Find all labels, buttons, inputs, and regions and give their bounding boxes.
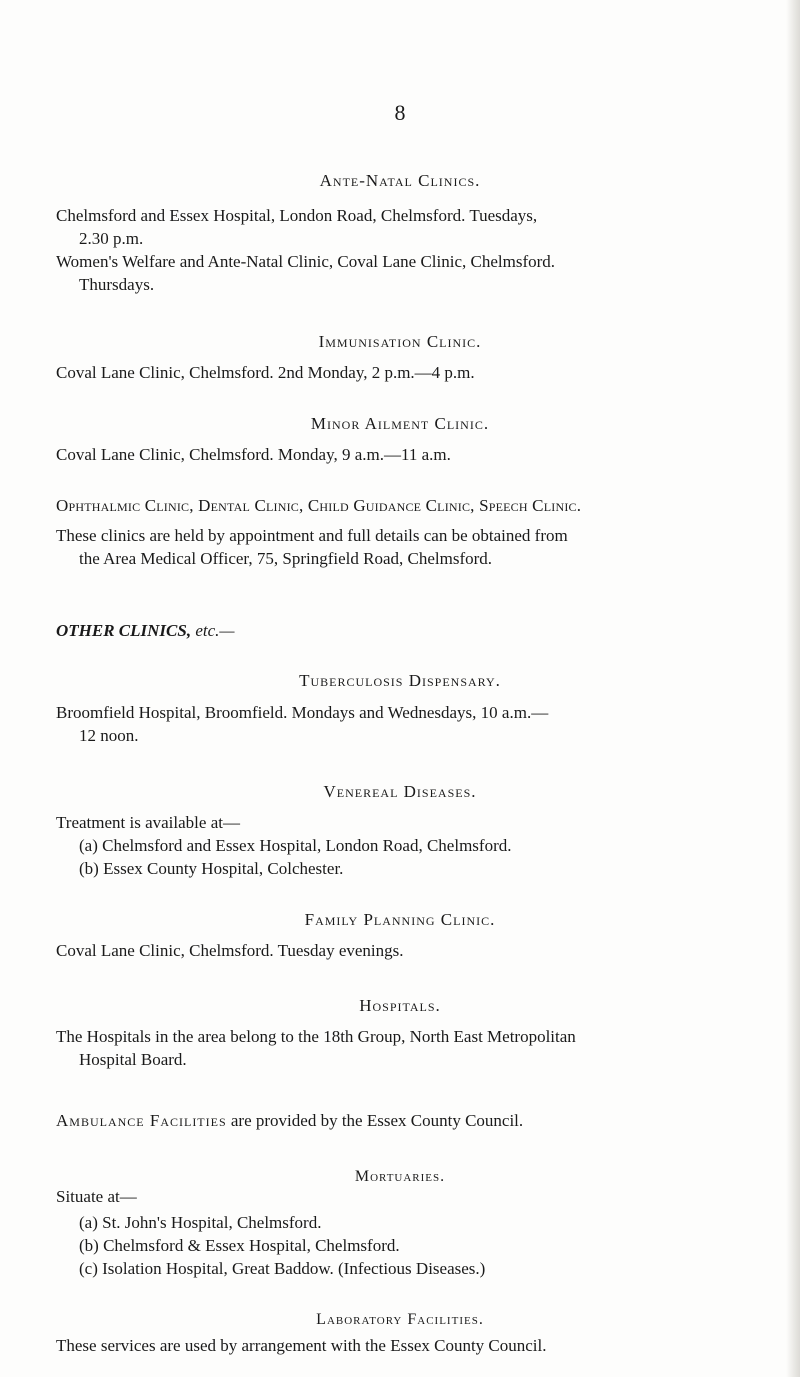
tuberculosis-heading: Tuberculosis Dispensary. <box>299 671 501 690</box>
mortuaries-item-c: (c) Isolation Hospital, Great Baddow. (Infectious Diseases.) <box>79 1259 486 1278</box>
venereal-line-1: Treatment is available at— <box>56 813 240 832</box>
minor-ailment-line-1: Coval Lane Clinic, Chelmsford. Monday, 9 a.m.—11 a.m. <box>56 445 451 464</box>
ante-natal-line-1: Chelmsford and Essex Hospital, London Road, Chelmsford. Tuesdays, <box>56 206 538 225</box>
mortuaries-item-b: (b) Chelmsford & Essex Hospital, Chelmsford. <box>79 1236 400 1255</box>
ante-natal-line-4: Thursdays. <box>79 275 155 294</box>
mortuaries-line-1: Situate at— <box>56 1187 137 1206</box>
minor-ailment-heading: Minor Ailment Clinic. <box>310 414 490 433</box>
laboratory-heading: Laboratory Facilities. <box>316 1311 484 1328</box>
specialist-clinics-heading: Ophthalmic Clinic, Dental Clinic, Child Guidance Clinic, Speech Clinic. <box>56 496 582 515</box>
family-planning-heading: Family Planning Clinic. <box>304 910 496 929</box>
tuberculosis-line-1: Broomfield Hospital, Broomfield. Mondays and Wednesdays, 10 a.m.— <box>56 703 549 722</box>
venereal-item-b: (b) Essex County Hospital, Colchester. <box>79 859 344 878</box>
ante-natal-line-3: Women's Welfare and Ante-Natal Clinic, Coval Lane Clinic, Chelmsford. <box>56 252 556 271</box>
ante-natal-heading: Ante-Natal Clinics. <box>319 171 481 190</box>
specialist-line-2: the Area Medical Officer, 75, Springfield Road, Chelmsford. <box>79 549 493 568</box>
ambulance-line <box>56 1111 523 1131</box>
hospitals-line-2: Hospital Board. <box>79 1050 187 1069</box>
mortuaries-heading: Mortuaries. <box>354 1168 446 1185</box>
specialist-line-1: These clinics are held by appointment and full details can be obtained from <box>56 526 568 545</box>
family-planning-line-1: Coval Lane Clinic, Chelmsford. Tuesday evenings. <box>56 941 404 960</box>
page-number: 8 <box>394 100 406 125</box>
venereal-item-a: (a) Chelmsford and Essex Hospital, London Road, Chelmsford. <box>79 836 512 855</box>
ambulance-rest: are provided by the Essex County Council. <box>226 1111 524 1130</box>
immunisation-heading: Immunisation Clinic. <box>318 332 482 351</box>
laboratory-line-1: These services are used by arrangement with the Essex County Council. <box>56 1336 547 1355</box>
hospitals-heading: Hospitals. <box>359 996 441 1015</box>
other-clinics-etc: etc.— <box>195 621 235 640</box>
hospitals-line-1: The Hospitals in the area belong to the 18th Group, North East Metropolitan <box>56 1027 576 1046</box>
mortuaries-item-a: (a) St. John's Hospital, Chelmsford. <box>79 1213 322 1232</box>
other-clinics-title-text: OTHER CLINICS, <box>56 621 192 640</box>
ambulance-lead: Ambulance Facilities <box>56 1111 227 1130</box>
other-clinics-title <box>56 621 235 641</box>
immunisation-line-1: Coval Lane Clinic, Chelmsford. 2nd Monday, 2 p.m.—4 p.m. <box>56 363 475 382</box>
ante-natal-line-2: 2.30 p.m. <box>79 229 144 248</box>
venereal-heading: Venereal Diseases. <box>323 782 477 801</box>
tuberculosis-line-2: 12 noon. <box>79 726 139 745</box>
